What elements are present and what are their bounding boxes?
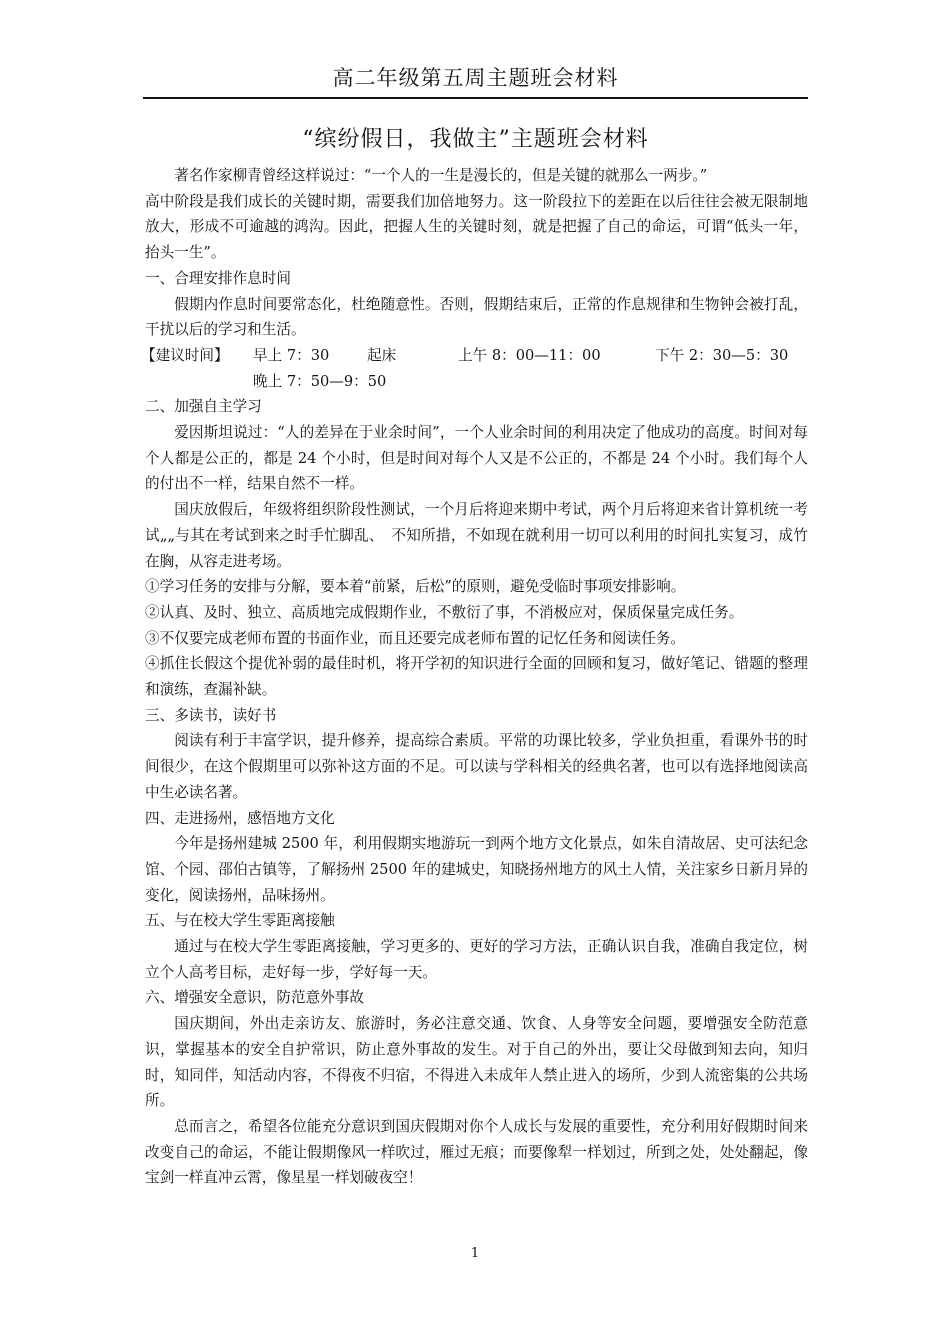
section-heading: 二、加强自主学习 bbox=[145, 398, 262, 416]
section-heading: 一、合理安排作息时间 bbox=[145, 269, 291, 287]
section-heading: 五、与在校大学生零距离接触 bbox=[145, 912, 335, 930]
intro-paragraph: 著名作家柳青曾经这样说过：“一个人的一生是漫长的，但是关键的就那么一两步。” bbox=[174, 167, 708, 184]
section-paragraph: 今年是扬州建城 2500 年，利用假期实地游玩一到两个地方文化景点，如朱自清故居、史可法纪念馆、个园、邵伯古镇等，了解扬州 2500 年的建城史，知晓扬州地方的风土人情，关注家乡日新月异的变化，阅读扬州，品味扬州。 bbox=[145, 835, 808, 904]
section-heading: 四、走进扬州，感悟地方文化 bbox=[145, 809, 335, 827]
list-item: ①学习任务的安排与分解，要本着“前紧，后松”的原则，避免受临时事项安排影响。 bbox=[145, 578, 686, 596]
section-paragraph: 国庆期间，外出走亲访友、旅游时，务必注意交通、饮食、人身等安全问题，要增强安全防范意识，掌握基本的安全自护常识，防止意外事故的发生。对于自己的外出，要让父母做到知去向，知归时，知同伴，知活动内容，不得夜不归宿，不得进入未成年人禁止进入的场所，少到人流密集的公共场所。 bbox=[145, 1015, 808, 1110]
section-paragraph: 假期内作息时间要常态化，杜绝随意性。否则，假期结束后，正常的作息规律和生物钟会被打乱，干扰以后的学习和生活。 bbox=[145, 295, 808, 339]
schedule-evening: 晚上 7：50—9：50 bbox=[253, 372, 387, 390]
section-paragraph: 阅读有利于丰富学识，提升修养，提高综合素质。平常的功课比较多，学业负担重，看课外书的时间很少，在这个假期里可以弥补这方面的不足。可以读与学科相关的经典名著，也可以有选择地阅读高中生必读名著。 bbox=[145, 732, 808, 801]
intro-paragraph: 高中阶段是我们成长的关键时期，需要我们加倍地努力。这一阶段拉下的差距在以后往往会被无限制地放大，形成不可逾越的鸿沟。因此，把握人生的关键时刻，就是把握了自己的命运，可谓“低头一年，抬头一生”。 bbox=[145, 192, 808, 262]
schedule-row bbox=[145, 369, 808, 395]
list-item: ③不仅要完成老师布置的书面作业，而且还要完成老师布置的记忆任务和阅读任务。 bbox=[145, 629, 685, 647]
conclusion-paragraph: 总而言之，希望各位能充分意识到国庆假期对你个人成长与发展的重要性，充分利用好假期时间来改变自己的命运，不能让假期像风一样吹过，雁过无痕；而要像犁一样划过，所到之处，处处翻起，像宝剑一样直冲云霄，像星星一样划破夜空！ bbox=[145, 1117, 808, 1187]
schedule-am: 上午 8：00—11：00 bbox=[458, 346, 601, 364]
schedule-row bbox=[141, 343, 808, 369]
list-item: ②认真、及时、独立、高质地完成假期作业，不敷衍了事，不消极应对，保质保量完成任务。 bbox=[145, 603, 744, 621]
section-paragraph: 爱因斯坦说过：“人的差异在于业余时间”，一个人业余时间的利用决定了他成功的高度。时间对每个人都是公正的，都是 24 个小时，但是时间对每个人又是不公正的，不都是 24 个小时。我们每个人的付出不一样，结果自然不一样。 bbox=[145, 424, 808, 493]
section-paragraph: 国庆放假后，年级将组织阶段性测试，一个月后将迎来期中考试，两个月后将迎来省计算机统一考试„„与其在考试到来之时手忙脚乱、 不知所措，不如现在就利用一切可以利用的时间扎实复习，成竹在胸，从容走进考场。 bbox=[145, 501, 808, 570]
document-body bbox=[141, 163, 808, 1191]
page-header-title: 高二年级第五周主题班会材料 bbox=[332, 66, 619, 90]
document-title: “缤纷假日，我做主”主题班会材料 bbox=[302, 127, 649, 152]
schedule-label: 【建议时间】 bbox=[141, 346, 229, 364]
section-heading: 三、多读书，读好书 bbox=[145, 706, 277, 724]
page-number: 1 bbox=[470, 1246, 480, 1261]
section-paragraph: 通过与在校大学生零距离接触，学习更多的、更好的学习方法，正确认识自我，准确自我定位，树立个人高考目标，走好每一步，学好每一天。 bbox=[145, 938, 808, 981]
schedule-morning: 早上 7：30 bbox=[253, 346, 330, 364]
schedule-wake: 起床 bbox=[367, 346, 397, 364]
list-item: ④抓住长假这个提优补弱的最佳时机，将开学初的知识进行全面的回顾和复习，做好笔记、错题的整理和演练，查漏补缺。 bbox=[145, 655, 808, 699]
header-divider bbox=[143, 97, 808, 99]
section-heading: 六、增强安全意识，防范意外事故 bbox=[145, 989, 364, 1007]
schedule-pm: 下午 2：30—5：30 bbox=[655, 346, 789, 364]
